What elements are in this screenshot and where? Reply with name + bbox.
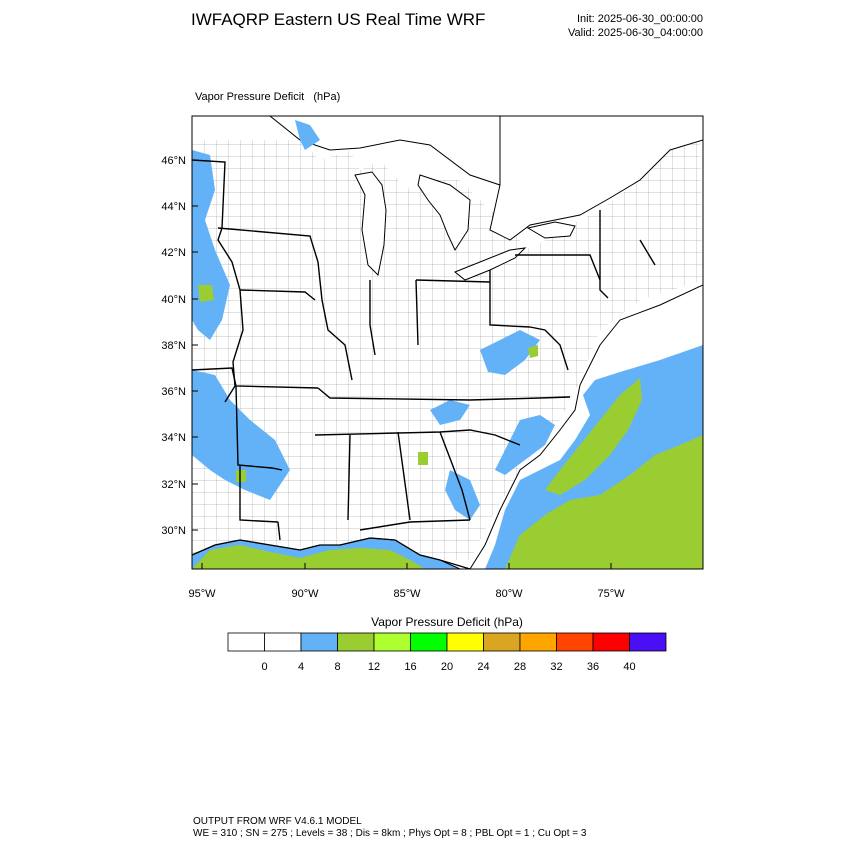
lat-label-30: 30°N: [161, 525, 186, 537]
lat-label-36: 36°N: [161, 386, 186, 398]
legend-swatch: [484, 633, 521, 651]
lat-label-44: 44°N: [161, 201, 186, 213]
legend-swatch: [374, 633, 411, 651]
lat-label-42: 42°N: [161, 247, 186, 259]
vpd-land-green-2: [418, 452, 428, 465]
legend-tick-label: 28: [513, 661, 527, 673]
lat-label-38: 38°N: [161, 340, 186, 352]
footer-model-info: OUTPUT FROM WRF V4.6.1 MODEL: [193, 816, 362, 827]
lon-label-95: 95°W: [188, 588, 216, 600]
legend-swatch: [593, 633, 630, 651]
legend-tick-label: 16: [404, 661, 417, 673]
init-time: Init: 2025-06-30_00:00:00: [577, 13, 703, 25]
lat-label-34: 34°N: [161, 432, 186, 444]
lon-label-80: 80°W: [495, 588, 523, 600]
color-legend: [0, 625, 850, 685]
legend-tick-label: 32: [550, 661, 563, 673]
lon-label-75: 75°W: [597, 588, 625, 600]
legend-swatch: [228, 633, 265, 651]
legend-tick-label: 40: [623, 661, 636, 673]
legend-swatch: [265, 633, 302, 651]
legend-tick-label: 8: [334, 661, 341, 673]
legend-swatch: [301, 633, 338, 651]
legend-swatches: [228, 633, 666, 651]
lat-labels: [161, 155, 186, 537]
lon-label-90: 90°W: [291, 588, 319, 600]
legend-tick-label: 24: [477, 661, 490, 673]
vpd-land-green-3: [236, 470, 246, 482]
chart-title: IWFAQRP Eastern US Real Time WRF: [191, 10, 486, 29]
legend-tick-label: 4: [297, 661, 305, 673]
legend-tick-label: 0: [261, 661, 268, 673]
legend-tick-label: 20: [440, 661, 454, 673]
legend-tick-label: 12: [367, 661, 381, 673]
footer-config-info: WE = 310 ; SN = 275 ; Levels = 38 ; Dis = 8km ; Phys Opt = 8 ; PBL Opt = 1 ; Cu Opt = 3: [193, 828, 587, 839]
legend-tick-label: 36: [586, 661, 600, 673]
lat-label-32: 32°N: [161, 479, 186, 491]
lat-label-46: 46°N: [161, 155, 186, 167]
legend-tick-labels: [261, 661, 635, 673]
legend-swatch: [630, 633, 667, 651]
map-area: [192, 116, 703, 569]
vpd-land-green-1: [198, 285, 214, 302]
lon-label-85: 85°W: [393, 588, 421, 600]
legend-swatch: [520, 633, 557, 651]
legend-swatch: [447, 633, 484, 651]
legend-swatch: [338, 633, 375, 651]
legend-title: Vapor Pressure Deficit (hPa): [371, 615, 523, 629]
legend-swatch: [411, 633, 448, 651]
lat-label-40: 40°N: [161, 294, 186, 306]
legend-swatch: [557, 633, 594, 651]
lon-labels: [188, 588, 625, 600]
valid-time: Valid: 2025-06-30_04:00:00: [568, 27, 703, 39]
map-field-title: Vapor Pressure Deficit (hPa): [195, 91, 341, 103]
